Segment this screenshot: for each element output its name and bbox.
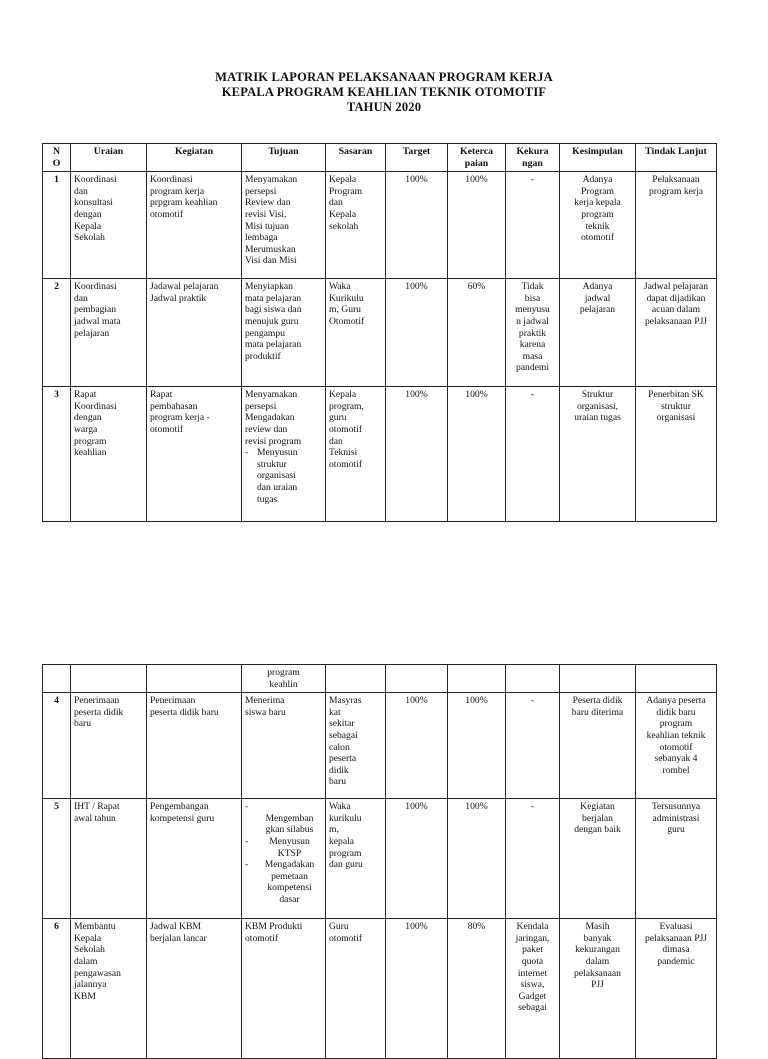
cell-kekurangan: - xyxy=(506,172,560,279)
cell-uraian: Membantu Kepala Sekolah dalam pengawasan jalannya KBM xyxy=(71,919,147,1059)
cell-kekurangan: Kendala jaringan, paket quota internet siswa, Gadget sebagai xyxy=(506,919,560,1059)
cell-target: 100% xyxy=(386,279,448,387)
cell-ketercapaian: 100% xyxy=(448,799,506,919)
cell-kegiatan xyxy=(147,665,242,693)
list-item: - Mengemban gkan silabus xyxy=(245,801,322,836)
cell-kegiatan: Jadawal pelajaran Jadwal praktik xyxy=(147,279,242,387)
cell-target: 100% xyxy=(386,387,448,522)
cell-sasaran: Kepala program, guru otomotif dan Teknisi otomotif xyxy=(326,387,386,522)
cell-kekurangan xyxy=(506,665,560,693)
document-title-line-3: TAHUN 2020 xyxy=(346,100,422,114)
cell-tindak-lanjut: Penerbitan SK struktur organisasi xyxy=(636,387,717,522)
cell-tindak-lanjut: Pelaksanaan program kerja xyxy=(636,172,717,279)
cell-tujuan-continued: program keahlin xyxy=(242,665,326,693)
cell-kekurangan: - xyxy=(506,387,560,522)
document-title-line-1: MATRIK LAPORAN PELAKSANAAN PROGRAM KERJA xyxy=(215,70,553,84)
cell-target: 100% xyxy=(386,799,448,919)
cell-tujuan: KBM Produkti otomotif xyxy=(242,919,326,1059)
table-row xyxy=(43,799,717,919)
cell-kegiatan: Jadwal KBM berjalan lancar xyxy=(147,919,242,1059)
cell-no: 6 xyxy=(43,919,71,1059)
cell-no: 3 xyxy=(43,387,71,522)
cell-uraian: Rapat Koordinasi dengan warga program keahlian xyxy=(71,387,147,522)
header-target: Target xyxy=(386,144,448,172)
cell-sasaran: Masyras kat sekitar sebagai calon peserta didik baru xyxy=(326,693,386,799)
header-ketercapaian: Keterca paian xyxy=(448,144,506,172)
cell-tujuan xyxy=(242,799,326,919)
cell-kekurangan: Tidak bisa menyusu n jadwal praktik karena masa pandemi xyxy=(506,279,560,387)
table-row xyxy=(43,279,717,387)
cell-kesimpulan: Masih banyak kekurangan dalam pelaksanaan PJJ xyxy=(560,919,636,1059)
cell-tindak-lanjut: Adanya peserta didik baru program keahlian teknik otomotif sebanyak 4 rombel xyxy=(636,693,717,799)
document-title-line-2: KEPALA PROGRAM KEAHLIAN TEKNIK OTOMOTIF xyxy=(221,85,547,99)
list-item: - Mengadakan pemetaan kompetensi dasar xyxy=(245,859,322,905)
cell-ketercapaian: 100% xyxy=(448,693,506,799)
cell-kesimpulan: Kegiatan berjalan dengan baik xyxy=(560,799,636,919)
table-row xyxy=(43,693,717,799)
cell-ketercapaian: 100% xyxy=(448,387,506,522)
cell-no: 2 xyxy=(43,279,71,387)
cell-uraian: Penerimaan peserta didik baru xyxy=(71,693,147,799)
table-row xyxy=(43,172,717,279)
cell-kegiatan: Rapat pembahasan program kerja - otomotif xyxy=(147,387,242,522)
tujuan-list xyxy=(245,801,322,905)
cell-kegiatan: Koordinasi program kerja prpgram keahlian otomotif xyxy=(147,172,242,279)
table-row xyxy=(43,919,717,1059)
header-no: N O xyxy=(43,144,71,172)
cell-ketercapaian xyxy=(448,665,506,693)
header-tindak-lanjut: Tindak Lanjut xyxy=(636,144,717,172)
header-sasaran: Sasaran xyxy=(326,144,386,172)
cell-ketercapaian: 80% xyxy=(448,919,506,1059)
header-tujuan: Tujuan xyxy=(242,144,326,172)
continuation-row xyxy=(43,665,717,693)
cell-kekurangan: - xyxy=(506,693,560,799)
cell-tujuan: Menyiapkan mata pelajaran bagi siswa dan menujuk guru pengampu mata pelajaran produktif xyxy=(242,279,326,387)
list-item: - Menyusun KTSP xyxy=(245,836,322,859)
cell-ketercapaian: 100% xyxy=(448,172,506,279)
cell-uraian: IHT / Rapat awal tahun xyxy=(71,799,147,919)
cell-uraian: Koordinasi dan konsultasi dengan Kepala Sekolah xyxy=(71,172,147,279)
cell-kesimpulan: Struktur organisasi, uraian tugas xyxy=(560,387,636,522)
cell-target: 100% xyxy=(386,919,448,1059)
cell-uraian: Koordinasi dan pembagian jadwal mata pelajaran xyxy=(71,279,147,387)
cell-no xyxy=(43,665,71,693)
cell-target: 100% xyxy=(386,693,448,799)
cell-kegiatan: Pengembangan kompetensi guru xyxy=(147,799,242,919)
cell-sasaran xyxy=(326,665,386,693)
cell-tindak-lanjut: Jadwal pelajaran dapat dijadikan acuan dalam pelaksanaan PJJ xyxy=(636,279,717,387)
cell-no: 5 xyxy=(43,799,71,919)
table-header-row xyxy=(43,144,717,172)
cell-sasaran: Kepala Program dan Kepala sekolah xyxy=(326,172,386,279)
cell-kesimpulan: Peserta didik baru diterima xyxy=(560,693,636,799)
cell-sasaran: Waka Kurikulu m, Guru Otomotif xyxy=(326,279,386,387)
cell-tindak-lanjut: Tersusunnya administrasi guru xyxy=(636,799,717,919)
cell-tindak-lanjut xyxy=(636,665,717,693)
cell-kegiatan: Penerimaan peserta didik baru xyxy=(147,693,242,799)
cell-kekurangan: - xyxy=(506,799,560,919)
cell-ketercapaian: 60% xyxy=(448,279,506,387)
cell-kesimpulan: Adanya Program kerja kepala program teknik otomotif xyxy=(560,172,636,279)
header-kekurangan: Kekura ngan xyxy=(506,144,560,172)
cell-no: 4 xyxy=(43,693,71,799)
cell-tujuan xyxy=(242,387,326,522)
header-kegiatan: Kegiatan xyxy=(147,144,242,172)
tujuan-list xyxy=(245,447,322,505)
header-kesimpulan: Kesimpulan xyxy=(560,144,636,172)
list-item: - Menyusun struktur organisasi dan uraian tugas xyxy=(245,447,322,505)
cell-kesimpulan: Adanya jadwal pelajaran xyxy=(560,279,636,387)
cell-target xyxy=(386,665,448,693)
cell-tujuan-lead: Menyamakan persepsi Mengadakan review dan revisi program xyxy=(245,389,302,447)
cell-tindak-lanjut: Evaluasi pelaksanaan PJJ dimasa pandemic xyxy=(636,919,717,1059)
table-row xyxy=(43,387,717,522)
cell-no: 1 xyxy=(43,172,71,279)
cell-uraian xyxy=(71,665,147,693)
program-report-table-page-2 xyxy=(42,664,717,1059)
header-uraian: Uraian xyxy=(71,144,147,172)
cell-tujuan: Menyamakan persepsi Review dan revisi Visi, Misi tujuan lembaga Merumuskan Visi dan Misi xyxy=(242,172,326,279)
cell-tujuan: Menerima siswa baru xyxy=(242,693,326,799)
program-report-table-page-1 xyxy=(42,143,717,522)
cell-sasaran: Waka kurikulu m, kepala program dan guru xyxy=(326,799,386,919)
cell-kesimpulan xyxy=(560,665,636,693)
cell-sasaran: Guru otomotif xyxy=(326,919,386,1059)
cell-target: 100% xyxy=(386,172,448,279)
